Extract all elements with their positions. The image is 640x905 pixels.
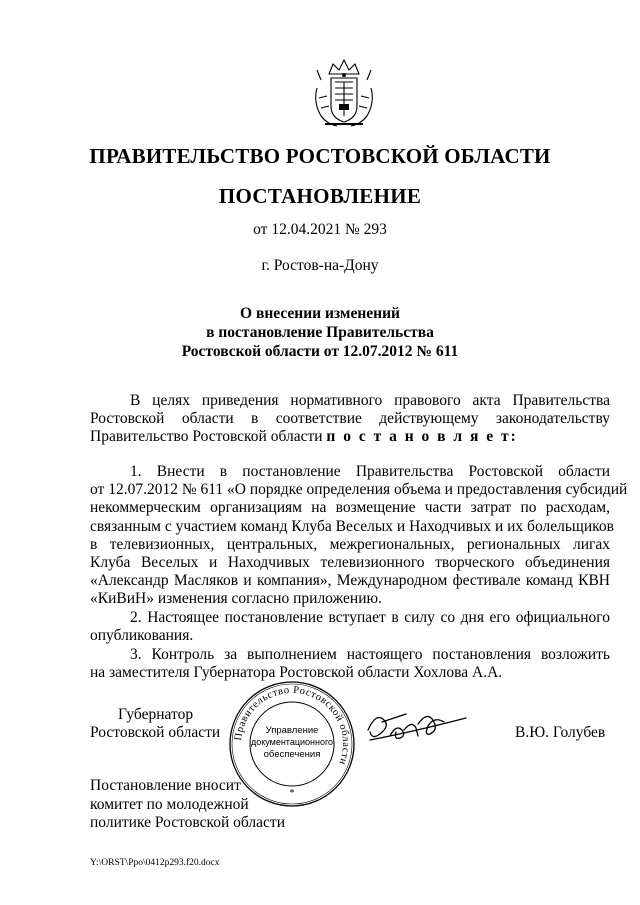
signatory-name: В.Ю. Голубев: [515, 724, 606, 741]
stamp-inner-line: документационного: [250, 737, 334, 747]
subject-line: О внесении изменений: [240, 305, 400, 322]
svg-text:*: *: [289, 788, 295, 799]
item-1: 1. Внести в постановление Правительства Ростовской области от 12.07.2012 № 611 «О порядке определения объема и предоставления субсидий некоммерческим организациям на возмещение части затрат по расходам, связанным с участием команд Клуба Веселых и Находчивых и их болельщиков в телевизионных, центральных, межрегиональных, региональных лигах Клуба Веселых и Находчивых телевизионного творческого объединения «Александр Масляков и компания», Международном фестивале команд КВН «КиВиН» изменения согласно приложению.: [90, 463, 628, 608]
subject-line: Ростовской области от 12.07.2012 № 611: [181, 343, 459, 360]
item-2: 2. Настоящее постановление вступает в силу со дня его официального опубликования.: [90, 609, 610, 645]
organization-title: ПРАВИТЕЛЬСТВО РОСТОВСКОЙ ОБЛАСТИ: [89, 144, 551, 168]
stamp-ring-text: Правительство Ростовской области: [233, 684, 352, 767]
submitted-by: Постановление вносит комитет по молодежной политике Ростовской области: [90, 777, 285, 831]
coat-of-arms-icon: [311, 58, 377, 130]
preamble-line: Ростовской области в соответствие действующему законодательству: [90, 410, 610, 428]
file-path: Y:\ORST\Ppo\0412p293.f20.docx: [90, 858, 220, 868]
handwritten-signature: [362, 700, 472, 750]
preamble-line: В целях приведения нормативного правового акта Правительства: [130, 392, 610, 409]
preamble: [90, 392, 610, 447]
subject-heading: [0, 304, 640, 361]
decree-word: п о с т а н о в л я е т:: [326, 428, 518, 446]
stamp-inner-line: обеспечения: [263, 749, 321, 760]
preamble-last-line: Правительство Ростовской области п о с т а н о в л я е т:: [90, 428, 518, 446]
date-and-number: от 12.04.2021 № 293: [253, 221, 387, 238]
signatory-title-line1: Губернатор: [118, 706, 194, 723]
document-type: ПОСТАНОВЛЕНИЕ: [218, 184, 422, 208]
item-3: 3. Контроль за выполнением настоящего постановления возложить на заместителя Губернатора Ростовской области Хохлова А.А.: [90, 646, 610, 682]
city: г. Ростов-на-Дону: [261, 257, 379, 274]
subject-line: в постановление Правительства: [206, 324, 434, 341]
stamp-inner-line: Управление: [265, 725, 319, 736]
signatory-title-line2: Ростовской области: [90, 724, 221, 741]
